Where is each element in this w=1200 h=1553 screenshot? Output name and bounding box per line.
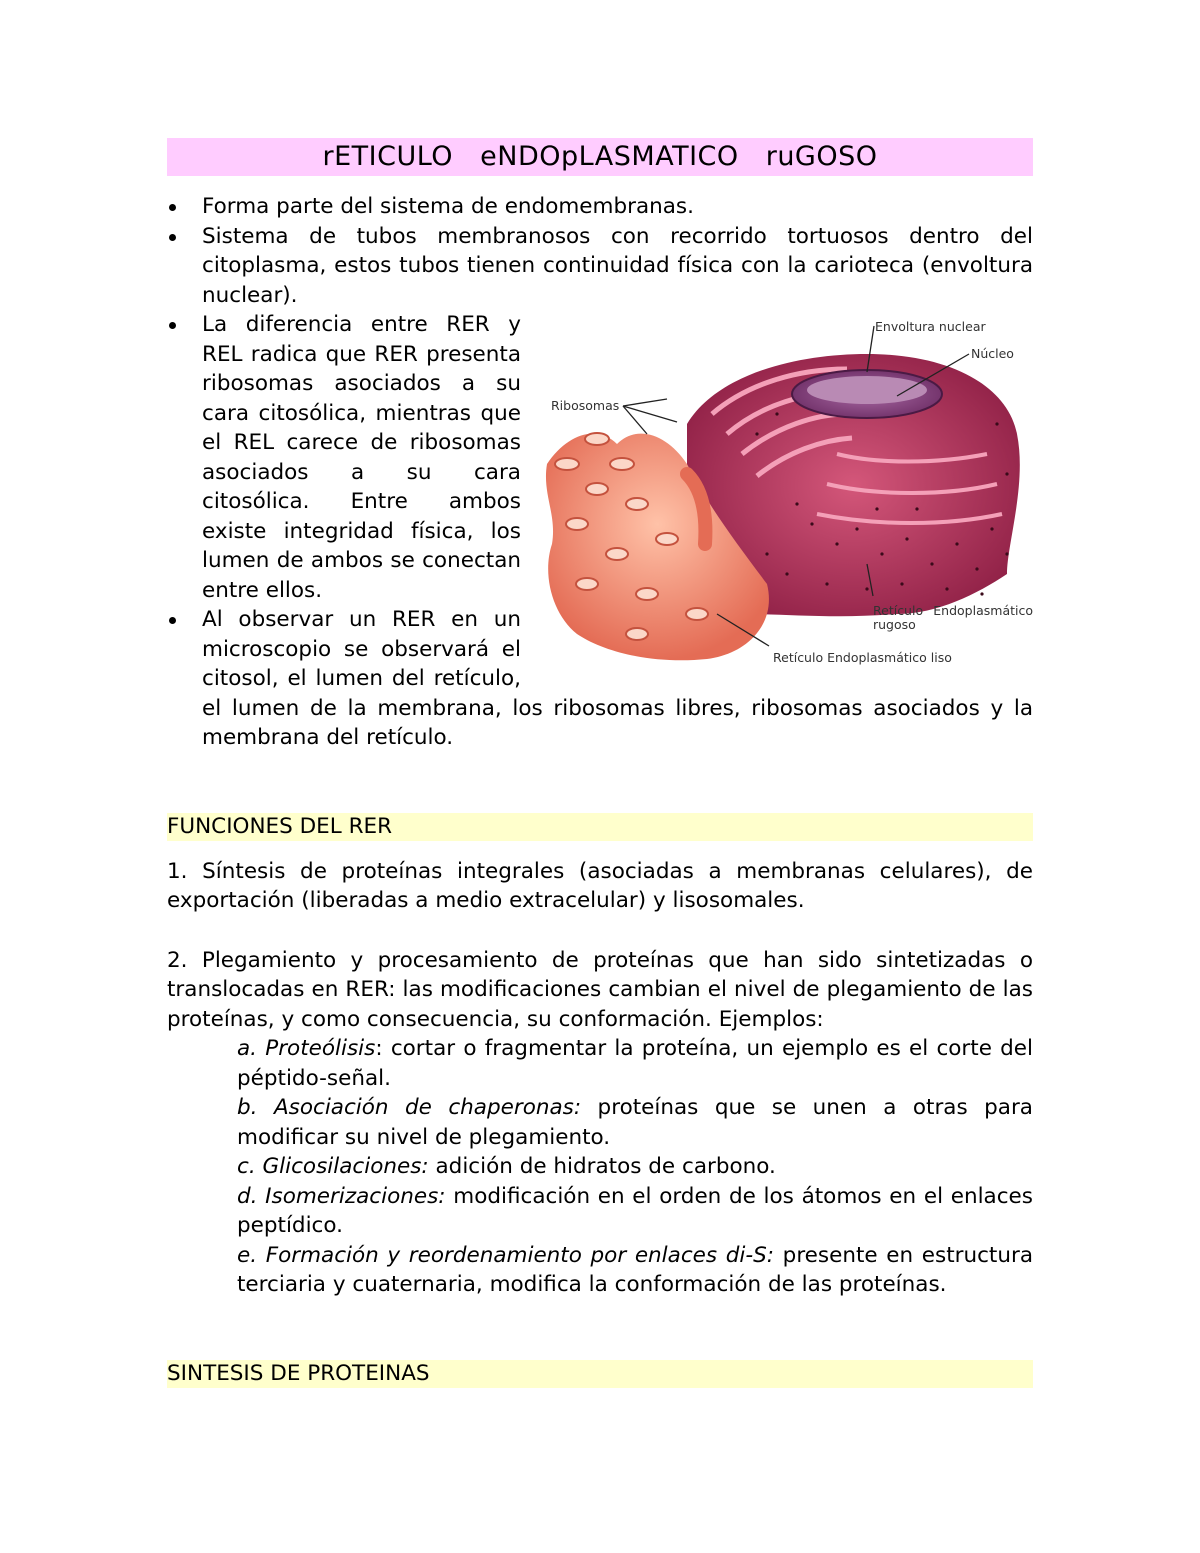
list-item: Envoltura nuclear Núcleo Ribosomas Retículo Endoplasmático rugoso Retículo Endoplasmático liso La diferencia entre RER y REL radica que RER presenta ribosomas asociados a su cara citosólica, mientras que el REL carece de ribosomas asociados a su cara citosólica. Entre ambos existe integridad física, los lumen de ambos se conectan entre ellos. [167,310,1033,605]
example-item: c. Glicosilaciones: adición de hidratos de carbono. [237,1154,776,1179]
list-item: Sistema de tubos membranosos con recorrido tortuosos dentro del citoplasma, estos tubos tienen continuidad física con la carioteca (envoltura nuclear). [167,222,1033,311]
bullet-icon [169,204,176,211]
label-envoltura-nuclear: Envoltura nuclear [875,319,986,334]
label-rer: Retículo Endoplasmático rugoso [873,603,1033,632]
example-item: a. Proteólisis: cortar o fragmentar la proteína, un ejemplo es el corte del péptido-señal. [237,1036,1034,1091]
bullet-icon [169,322,176,329]
list-item: Forma parte del sistema de endomembranas. [167,192,1033,222]
bullet-list [167,192,1033,753]
funcion-item-1: 1. Síntesis de proteínas integrales (asociadas a membranas celulares), de exportación (liberadas a medio extracelular) y lisosomales. [167,858,1033,913]
example-item: e. Formación y reordenamiento por enlaces di-S: presente en estructura terciaria y cuaternaria, modifica la conformación de las proteínas. [237,1242,1033,1297]
page-title: rETICULO eNDOpLASMATICO ruGOSO [167,138,1033,176]
funcion-item-2: 2. Plegamiento y procesamiento de proteínas que han sido sintetizadas o translocadas en RER: las modificaciones cambian el nivel de plegamiento de las proteínas, y como consecuencia, su conformación. Ejemplos: [167,947,1033,1032]
example-item: b. Asociación de chaperonas: proteínas que se unen a otras para modificar su nivel de plegamiento. [237,1095,1033,1150]
label-rel: Retículo Endoplasmático liso [773,650,952,665]
section-heading-sintesis: SINTESIS DE PROTEINAS [167,1360,1033,1388]
document-page [167,138,1033,1388]
list-item: Al observar un RER en un microscopio se observará el citosol, el lumen del retículo, el lumen de la membrana, los ribosomas libres, ribosomas asociados y la membrana del retículo. [167,605,1033,753]
example-item: d. Isomerizaciones: modificación en el orden de los átomos en el enlaces peptídico. [237,1183,1033,1238]
section-heading-funciones: FUNCIONES DEL RER [167,813,1033,841]
label-ribosomas: Ribosomas [551,398,620,413]
bullet-icon [169,234,176,241]
bullet-icon [169,617,176,624]
label-nucleo: Núcleo [971,346,1014,361]
